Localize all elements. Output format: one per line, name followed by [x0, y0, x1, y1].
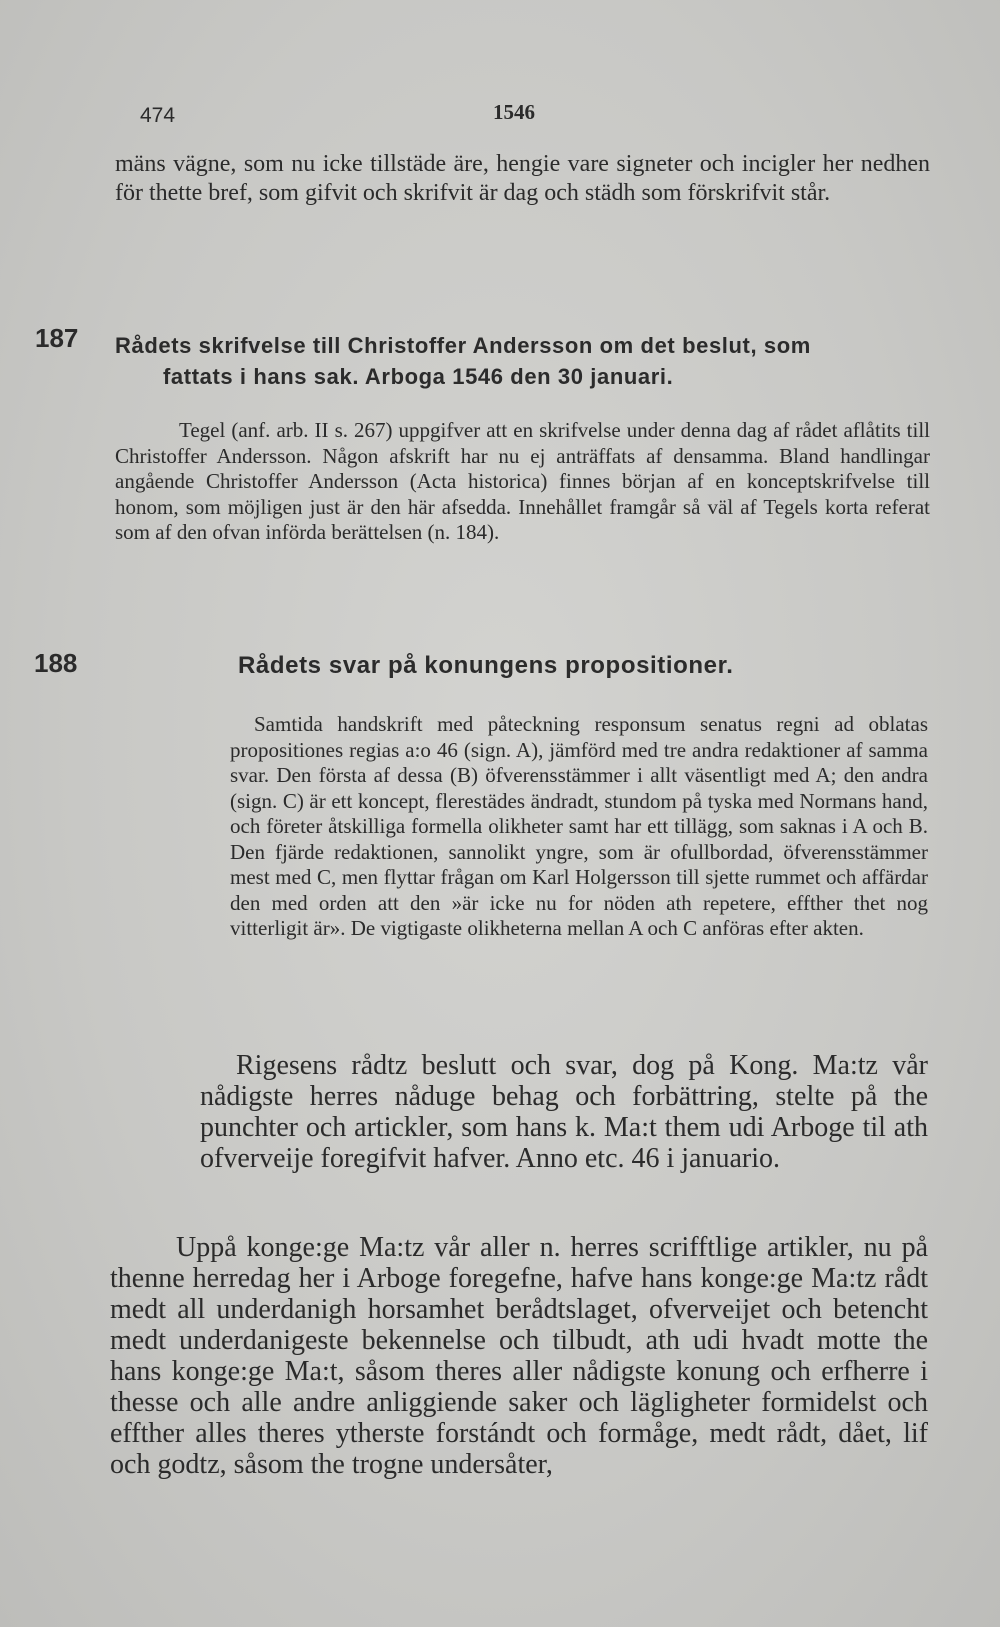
entry-number-187: 187	[35, 323, 79, 353]
page-number: 474	[140, 104, 176, 127]
entry-heading-187-line1: Rådets skrifvelse till Christoffer Andersson om det beslut, som	[115, 333, 811, 358]
document-body-paragraph	[110, 1232, 928, 1480]
editorial-note-187	[115, 418, 930, 546]
running-head-year: 1546	[493, 100, 535, 124]
entry-heading-188: Rådets svar på konungens propositioner.	[238, 652, 734, 679]
entry-heading-187-line2: fattats i hans sak. Arboga 1546 den 30 januari.	[163, 364, 674, 389]
continuation-paragraph: mäns vägne, som nu icke tillstäde äre, hengie vare signeter och incigler her nedhen för thette bref, som gifvit och skrifvit är dag och städh som förskrifvit står.	[115, 151, 930, 206]
page-header	[0, 98, 1000, 128]
entry-heading-187	[115, 330, 930, 392]
document-title-text: Rigesens rådtz beslutt och svar, dog på Kong. Ma:tz vår nådigste herres nåduge behag och forbättring, stelte på the punchter och artickler, som hans k. Ma:t them udi Arboge til ath ofverveije foregifvit hafver. Anno etc. 46 i januario.	[200, 1050, 928, 1174]
editorial-note-187-text: Tegel (anf. arb. II s. 267) uppgifver att en skrifvelse under denna dag af rådet aflåtits till Christoffer Andersson. Någon afskrift har nu ej anträffats af densamma. Bland handlingar angående Christoffer Andersson (Acta historica) finnes början af en konceptskrifvelse till honom, som möjligen just är den här afsedda. Innehållet framgår så väl af Tegels korta referat som af den ofvan införda berättelsen (n. 184).	[115, 418, 930, 544]
editorial-note-188	[230, 712, 928, 942]
entry-number-188: 188	[34, 648, 78, 678]
editorial-note-188-text: Samtida handskrift med påteckning responsum senatus regni ad oblatas propositiones regias a:o 46 (sign. A), jämförd med tre andra redaktioner af samma svar. Den första af dessa (B) öfverensstämmer i allt väsentligt med A; den andra (sign. C) är ett koncept, flerestädes ändradt, stundom på tyska med Normans hand, och företer åtskilliga formella olikheter samt har ett tillägg, som saknas i A och B. Den fjärde redaktionen, sannolikt yngre, som är ofullbordad, öfverensstämmer mest med C, men flyttar frågan om Karl Holgersson till sjette rummet och affärdar den med orden att den »är icke nu for nöden ath repetere, effther thet nog vitterligit är». De vigtigaste olikheterna mellan A och C anföras efter akten.	[230, 712, 928, 940]
document-body-text: Uppå konge:ge Ma:tz vår aller n. herres scrifftlige artikler, nu på thenne herredag her i Arboge foregefne, hafve hans konge:ge Ma:tz rådt medt all underdanigh horsamhet berådtslaget, ofverveijet och betencht medt underdanigeste bekennelse och tilbudt, ath udi hvadt motte the hans konge:ge Ma:t, såsom theres aller nådigste konung och erfherre i thesse och alle andre anliggiende saker och lägligheter formidelst och effther alles theres ytherste forstándt och formåge, medt rådt, dået, lif och godtz, såsom the trogne undersåter,	[110, 1232, 928, 1480]
document-title-paragraph	[200, 1050, 928, 1174]
